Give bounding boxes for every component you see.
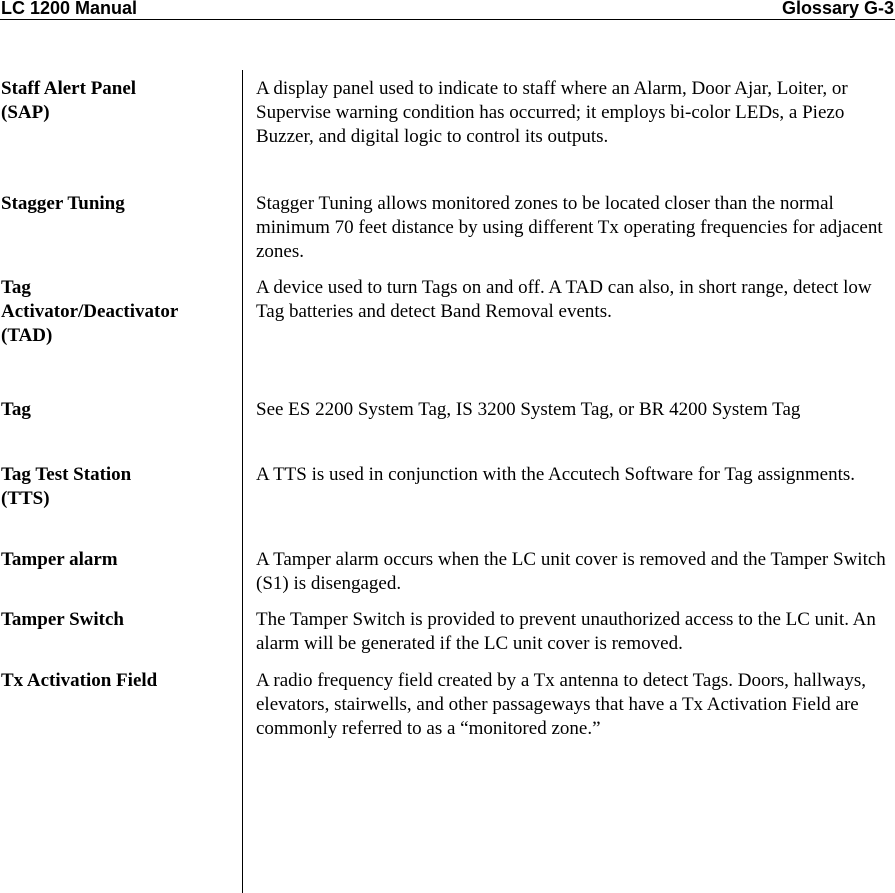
glossary-term: Stagger Tuning	[1, 193, 125, 214]
glossary-definition: Stagger Tuning allows monitored zones to be located closer than the normal minimum 70 feet distance by using different Tx operating frequencies for adjacent zones.	[256, 193, 883, 262]
glossary-definition: A Tamper alarm occurs when the LC unit cover is removed and the Tamper Switch (S1) is disengaged.	[256, 549, 886, 594]
glossary-term: Staff Alert Panel (SAP)	[1, 78, 137, 123]
glossary-term: Tag	[1, 399, 31, 420]
glossary-definition: The Tamper Switch is provided to prevent unauthorized access to the LC unit. An alarm will be generated if the LC unit cover is removed.	[256, 609, 876, 654]
glossary-definition: A display panel used to indicate to staff where an Alarm, Door Ajar, Loiter, or Supervise warning condition has occurred; it employs bi-color LEDs, a Piezo Buzzer, and digital logic to control its outputs.	[256, 78, 848, 147]
glossary-term: Tag Activator/Deactivator (TAD)	[1, 277, 179, 346]
glossary-term: Tamper alarm	[1, 549, 118, 570]
glossary-definition: A radio frequency field created by a Tx antenna to detect Tags. Doors, hallways, elevators, stairwells, and other passageways that have a Tx Activation Field are commonly referred to as a “monitored zone.”	[256, 670, 866, 739]
glossary-definition: A device used to turn Tags on and off. A TAD can also, in short range, detect low Tag batteries and detect Band Removal events.	[256, 277, 872, 322]
manual-title: LC 1200 Manual	[1, 0, 138, 18]
page-label: Glossary G-3	[781, 0, 894, 18]
glossary-term: Tag Test Station (TTS)	[1, 464, 132, 509]
glossary-term: Tx Activation Field	[1, 670, 158, 691]
glossary-definition: See ES 2200 System Tag, IS 3200 System Tag, or BR 4200 System Tag	[256, 399, 801, 420]
glossary-definition: A TTS is used in conjunction with the Accutech Software for Tag assignments.	[256, 464, 856, 485]
page-header	[0, 0, 895, 20]
column-divider	[242, 70, 243, 893]
glossary-term: Tamper Switch	[1, 609, 124, 630]
